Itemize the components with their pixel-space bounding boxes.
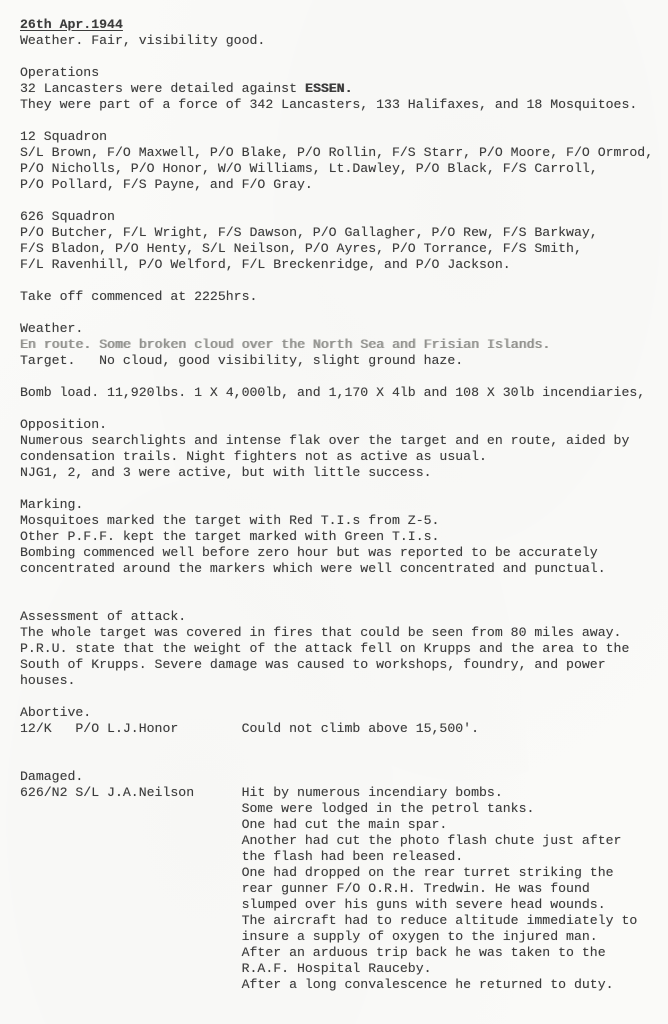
doc-line: Operations — [20, 65, 100, 80]
doc-line: They were part of a force of 342 Lancasters, 133 Halifaxes, and 18 Mosquitoes. — [20, 97, 638, 112]
doc-line: Opposition. — [20, 417, 108, 432]
doc-line: 12/K P/O L.J.Honor Could not climb above 15,500'. — [20, 721, 479, 736]
doc-line: 26th Apr.1944 — [20, 17, 123, 32]
doc-line: P/O Nicholls, P/O Honor, W/O Williams, Lt.Dawley, P/O Black, F/S Carroll, — [20, 161, 598, 176]
doc-line — [20, 753, 660, 769]
doc-line — [20, 481, 660, 497]
doc-line: Target. No cloud, good visibility, slight ground haze. — [20, 353, 464, 368]
doc-line: insure a supply of oxygen to the injured man. — [20, 929, 598, 944]
doc-line: 626 Squadron — [20, 209, 115, 224]
doc-line: Another had cut the photo flash chute just after — [20, 833, 622, 848]
doc-line: Bombing commenced well before zero hour but was reported to be accurately — [20, 545, 598, 560]
doc-line: Weather. Fair, visibility good. — [20, 33, 266, 48]
doc-line: S/L Brown, F/O Maxwell, P/O Blake, P/O Rollin, F/S Starr, P/O Moore, F/O Ormrod, — [20, 145, 654, 160]
doc-line: Some were lodged in the petrol tanks. — [20, 801, 535, 816]
emphasized-text: ESSEN. — [304, 81, 353, 96]
doc-line — [20, 369, 660, 385]
doc-line: NJG1, 2, and 3 were active, but with little success. — [20, 465, 432, 480]
doc-line: Damaged. — [20, 769, 84, 784]
doc-line: R.A.F. Hospital Rauceby. — [20, 961, 432, 976]
doc-line: One had dropped on the rear turret striking the — [20, 865, 614, 880]
doc-line — [20, 113, 660, 129]
doc-line — [20, 49, 660, 65]
doc-line: South of Krupps. Severe damage was caused to workshops, foundry, and power — [20, 657, 606, 672]
doc-line: Other P.F.F. kept the target marked with Green T.I.s. — [20, 529, 440, 544]
doc-line: Take off commenced at 2225hrs. — [20, 289, 258, 304]
doc-line — [20, 305, 660, 321]
text-segment: 32 Lancasters were detailed against — [20, 81, 305, 96]
doc-line: Weather. — [20, 321, 84, 336]
doc-line: rear gunner F/O O.R.H. Tredwin. He was found — [20, 881, 590, 896]
doc-line — [20, 193, 660, 209]
doc-line: Assessment of attack. — [20, 609, 187, 624]
doc-line — [20, 577, 660, 593]
doc-line: Abortive. — [20, 705, 92, 720]
doc-line: After an arduous trip back he was taken to the — [20, 945, 606, 960]
doc-line: slumped over his guns with severe head wounds. — [20, 897, 606, 912]
doc-line: the flash had been released. — [20, 849, 464, 864]
doc-line: Bomb load. 11,920lbs. 1 X 4,000lb, and 1,170 X 4lb and 108 X 30lb incendiaries, — [20, 385, 646, 400]
doc-line: P/O Butcher, F/L Wright, F/S Dawson, P/O Gallagher, P/O Rew, F/S Barkway, — [20, 225, 598, 240]
doc-line: The whole target was covered in fires that could be seen from 80 miles away. — [20, 625, 622, 640]
doc-line — [20, 689, 660, 705]
doc-line: condensation trails. Night fighters not as active as usual. — [20, 449, 487, 464]
doc-line: concentrated around the markers which were well concentrated and punctual. — [20, 561, 606, 576]
doc-line: 12 Squadron — [20, 129, 108, 144]
doc-line: F/S Bladon, P/O Henty, S/L Neilson, P/O Ayres, P/O Torrance, F/S Smith, — [20, 241, 582, 256]
doc-line: Marking. — [20, 497, 84, 512]
doc-line — [20, 273, 660, 289]
doc-line: One had cut the main spar. — [20, 817, 448, 832]
doc-line — [20, 593, 660, 609]
doc-line: P/O Pollard, F/S Payne, and F/O Gray. — [20, 177, 313, 192]
doc-line: F/L Ravenhill, P/O Welford, F/L Breckenridge, and P/O Jackson. — [20, 257, 511, 272]
doc-line: En route. Some broken cloud over the North Sea and Frisian Islands. — [20, 337, 551, 352]
doc-line: Numerous searchlights and intense flak over the target and en route, aided by — [20, 433, 630, 448]
doc-line — [20, 737, 660, 753]
doc-line: Mosquitoes marked the target with Red T.I.s from Z-5. — [20, 513, 440, 528]
doc-line: P.R.U. state that the weight of the attack fell on Krupps and the area to the — [20, 641, 630, 656]
doc-line: 626/N2 S/L J.A.Neilson Hit by numerous incendiary bombs. — [20, 785, 503, 800]
doc-line: After a long convalescence he returned to duty. — [20, 977, 614, 992]
doc-line — [20, 401, 660, 417]
document-body — [20, 17, 660, 993]
doc-line: The aircraft had to reduce altitude immediately to — [20, 913, 638, 928]
doc-line — [20, 81, 660, 97]
doc-line: houses. — [20, 673, 76, 688]
